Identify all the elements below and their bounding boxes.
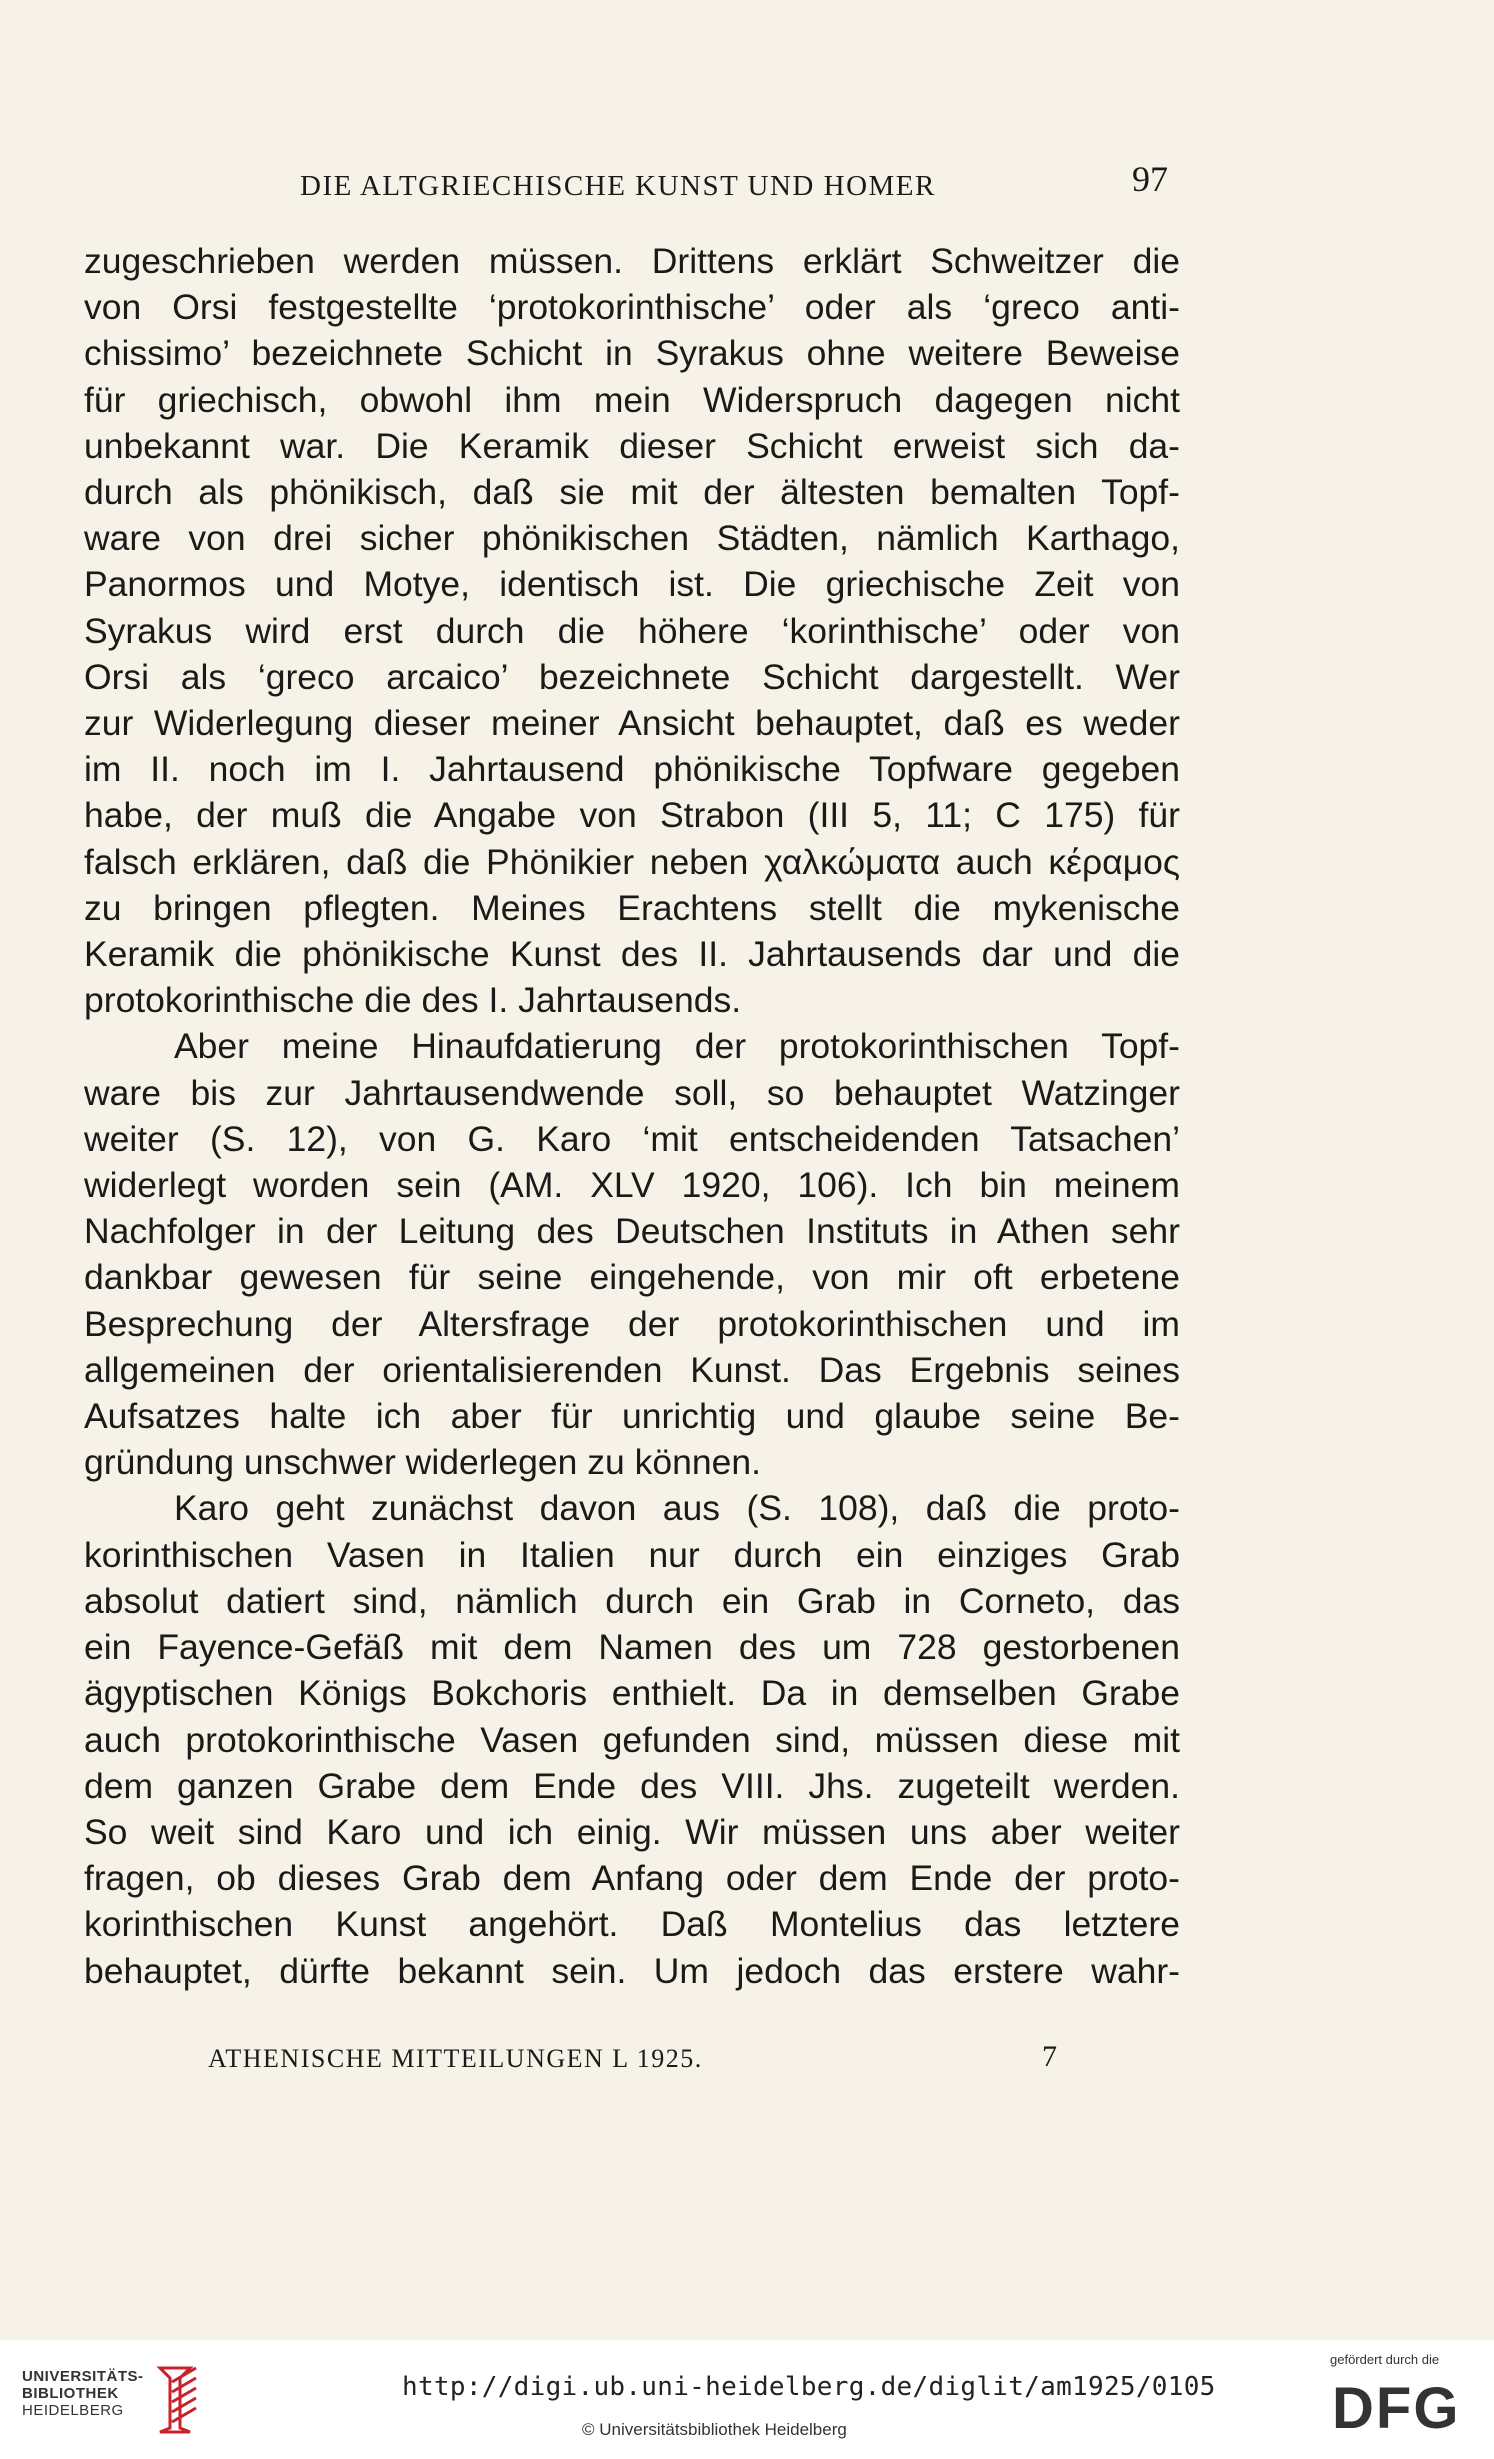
text-line: protokorinthische die des I. Jahrtausends. xyxy=(84,980,742,1021)
dfg-logo-icon xyxy=(1330,2374,1472,2436)
text-line: weiter (S. 12), von G. Karo ‘mit entscheidenden Tatsachen’ xyxy=(84,1118,1180,1159)
text-line: widerlegt worden sein (AM. XLV 1920, 106). Ich bin meinem xyxy=(84,1165,1180,1206)
text-line: Karo geht zunächst davon aus (S. 108), daß die proto- xyxy=(174,1488,1180,1529)
text-line: Nachfolger in der Leitung des Deutschen Instituts in Athen sehr xyxy=(84,1211,1180,1252)
signature-line: ATHENISCHE MITTEILUNGEN L 1925. xyxy=(208,2044,703,2073)
paragraph xyxy=(84,238,1180,1023)
library-name-line1: UNIVERSITÄTS- xyxy=(22,2368,144,2385)
library-name xyxy=(22,2368,144,2419)
text-line: Orsi als ‘greco arcaico’ bezeichnete Schicht dargestellt. Wer xyxy=(84,656,1180,697)
page-number: 97 xyxy=(1132,159,1168,199)
text-line: dankbar gewesen für seine eingehende, von mir oft erbetene xyxy=(84,1257,1180,1298)
text-line: zur Widerlegung dieser meiner Ansicht behauptet, daß es weder xyxy=(84,703,1180,744)
text-line: ware bis zur Jahrtausendwende soll, so behauptet Watzinger xyxy=(84,1072,1180,1113)
text-line: zu bringen pflegten. Meines Erachtens stellt die mykenische xyxy=(84,887,1180,928)
text-line: So weit sind Karo und ich einig. Wir müssen uns aber weiter xyxy=(84,1811,1180,1852)
text-line: auch protokorinthische Vasen gefunden sind, müssen diese mit xyxy=(84,1719,1180,1760)
text-line: gründung unschwer widerlegen zu können. xyxy=(84,1442,761,1483)
signature-number: 7 xyxy=(1042,2040,1057,2073)
body-text xyxy=(84,238,1180,1994)
text-line: ein Fayence-Gefäß mit dem Namen des um 728 gestorbenen xyxy=(84,1627,1180,1668)
text-line: im II. noch im I. Jahrtausend phönikische Topfware gegeben xyxy=(84,749,1180,790)
text-line: ware von drei sicher phönikischen Städten, nämlich Karthago, xyxy=(84,518,1180,559)
paragraph xyxy=(84,1023,1180,1485)
text-line: Aber meine Hinaufdatierung der protokorinthischen Topf- xyxy=(174,1026,1180,1067)
text-line: Keramik die phönikische Kunst des II. Jahrtausends dar und die xyxy=(84,934,1180,975)
text-line: unbekannt war. Die Keramik dieser Schicht erweist sich da- xyxy=(84,425,1180,466)
text-line: für griechisch, obwohl ihm mein Widerspruch dagegen nicht xyxy=(84,379,1180,420)
text-line: Panormos und Motye, identisch ist. Die griechische Zeit von xyxy=(84,564,1180,605)
text-line: Besprechung der Altersfrage der protokorinthischen und im xyxy=(84,1303,1180,1344)
running-title: DIE ALTGRIECHISCHE KUNST UND HOMER xyxy=(300,170,936,202)
funding-note: gefördert durch die xyxy=(1330,2352,1440,2367)
text-line: ägyptischen Königs Bokchoris enthielt. Da in demselben Grabe xyxy=(84,1673,1180,1714)
text-line: korinthischen Kunst angehört. Daß Montelius das letztere xyxy=(84,1904,1180,1945)
text-line: fragen, ob dieses Grab dem Anfang oder dem Ende der proto- xyxy=(84,1858,1180,1899)
text-line: chissimo’ bezeichnete Schicht in Syrakus ohne weitere Beweise xyxy=(84,333,1180,374)
text-line: habe, der muß die Angabe von Strabon (III 5, 11; C 175) für xyxy=(84,795,1180,836)
ub-heidelberg-logo-icon xyxy=(150,2362,204,2436)
text-line: korinthischen Vasen in Italien nur durch ein einziges Grab xyxy=(84,1534,1180,1575)
text-line: zugeschrieben werden müssen. Drittens erklärt Schweitzer die xyxy=(84,241,1180,281)
library-name-line3: HEIDELBERG xyxy=(22,2402,124,2419)
text-line: durch als phönikisch, daß sie mit der ältesten bemalten Topf- xyxy=(84,472,1180,513)
text-line: dem ganzen Grabe dem Ende des VIII. Jhs. zugeteilt werden. xyxy=(84,1765,1180,1806)
library-name-line2: BIBLIOTHEK xyxy=(22,2385,119,2402)
copyright-notice: © Universitätsbibliothek Heidelberg xyxy=(582,2420,847,2439)
paragraph xyxy=(84,1485,1180,1993)
text-line: absolut datiert sind, nämlich durch ein Grab in Corneto, das xyxy=(84,1580,1180,1621)
text-line: Aufsatzes halte ich aber für unrichtig und glaube seine Be- xyxy=(84,1396,1180,1437)
text-line: Syrakus wird erst durch die höhere ‘korinthische’ oder von xyxy=(84,610,1180,651)
text-line: behauptet, dürfte bekannt sein. Um jedoch das erstere wahr- xyxy=(84,1950,1180,1991)
text-line: falsch erklären, daß die Phönikier neben χαλκώματα auch κέραμος xyxy=(84,841,1180,882)
permalink-url[interactable]: http://digi.ub.uni-heidelberg.de/diglit/am1925/0105 xyxy=(402,2372,1216,2402)
text-line: von Orsi festgestellte ‘protokorinthische’ oder als ‘greco anti- xyxy=(84,287,1180,328)
text-line: allgemeinen der orientalisierenden Kunst. Das Ergebnis seines xyxy=(84,1349,1180,1390)
dfg-logo-text: DFG xyxy=(1332,2376,1461,2436)
